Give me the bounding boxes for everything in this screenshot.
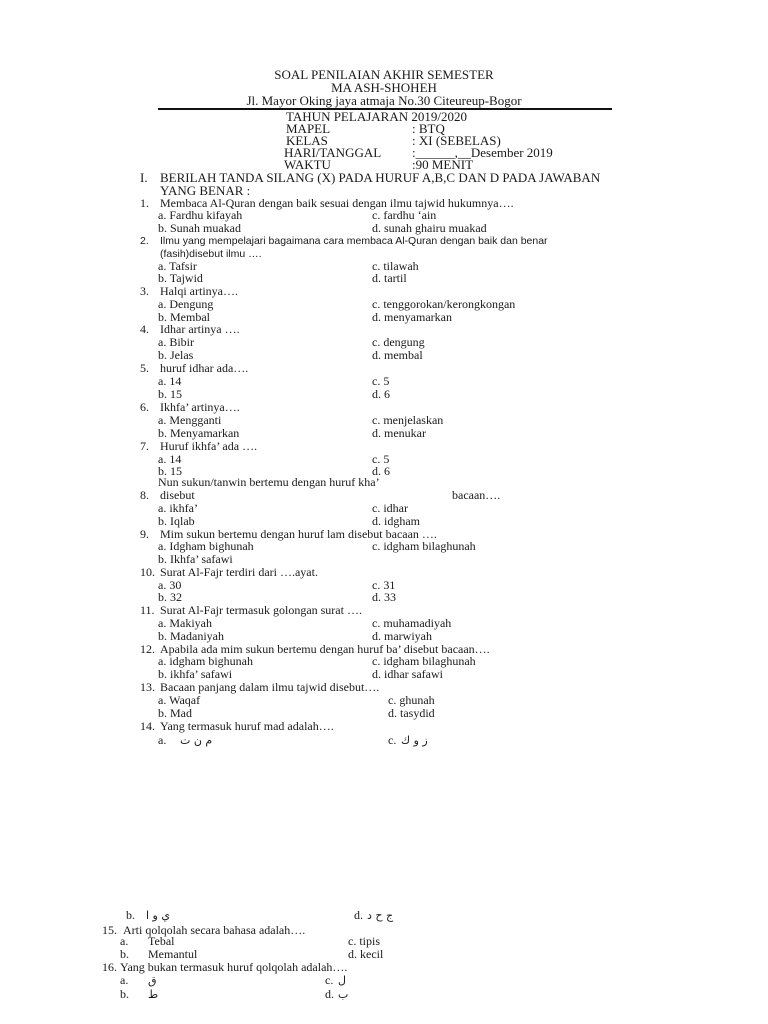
q12-option-c: c. idgham bilaghunah xyxy=(372,654,476,668)
q7-option-c: c. 5 xyxy=(372,452,390,466)
q4-option-b: b. Jelas xyxy=(158,348,194,362)
q3-option-d: d. menyamarkan xyxy=(372,310,452,324)
hari-value: :______,__Desember 2019 xyxy=(412,145,553,160)
q9-option-c: c. idgham bilaghunah xyxy=(372,539,476,553)
hari-label: HARI/TANGGAL xyxy=(284,145,382,160)
q13-option-c: c. ghunah xyxy=(388,693,435,707)
q16-option-a: a. xyxy=(120,973,129,987)
q6-text: Ikhfa’ artinya…. xyxy=(160,400,240,414)
q15-number: 15. xyxy=(102,923,117,937)
q11-option-a: a. Makiyah xyxy=(158,616,212,630)
school-name: MA ASH-SHOHEH xyxy=(331,80,437,95)
q12-text: Apabila ada mim sukun bertemu dengan huruf ba’ disebut bacaan…. xyxy=(160,642,490,656)
q5-option-d: d. 6 xyxy=(372,387,390,401)
q14-text: Yang termasuk huruf mad adalah…. xyxy=(160,719,334,733)
mapel-label: MAPEL xyxy=(286,121,331,136)
waktu-label: WAKTU xyxy=(284,157,331,172)
q11-option-d: d. marwiyah xyxy=(372,629,432,643)
q14-number: 14. xyxy=(140,719,155,733)
q11-option-c: c. muhamadiyah xyxy=(372,616,452,630)
q16-option-d-arabic: ب xyxy=(338,988,349,1001)
q8-text: disebut xyxy=(160,488,195,502)
q2-option-d: d. tartil xyxy=(372,271,407,285)
q5-number: 5. xyxy=(140,361,149,375)
q1-number: 1. xyxy=(140,196,149,210)
q8-option-b: b. Iqlab xyxy=(158,514,195,528)
q15-option-a-text: Tebal xyxy=(148,934,175,948)
q1-option-c: c. fardhu ‘ain xyxy=(372,208,437,222)
q8-option-c: c. idhar xyxy=(372,501,408,515)
q3-option-a: a. Dengung xyxy=(158,297,214,311)
q13-number: 13. xyxy=(140,680,155,694)
q5-option-a: a. 14 xyxy=(158,374,182,388)
q5-option-b: b. 15 xyxy=(158,387,182,401)
q2-text-cont: (fasih)disebut ilmu …. xyxy=(160,248,262,260)
q1-text: Membaca Al-Quran dengan baik sesuai dengan ilmu tajwid hukumnya…. xyxy=(160,196,514,210)
q10-option-a: a. 30 xyxy=(158,578,182,592)
q16-option-a-arabic: ق xyxy=(148,974,157,987)
q15-option-b-text: Memantul xyxy=(148,947,198,961)
q16-option-d: d. xyxy=(325,987,334,1001)
instruction-line-2: YANG BENAR : xyxy=(160,183,251,198)
q4-option-a: a. Bibir xyxy=(158,335,194,349)
q1-option-a: a. Fardhu kifayah xyxy=(158,208,243,222)
q8-number: 8. xyxy=(140,488,149,502)
q15-option-b: b. xyxy=(120,947,129,961)
q2-number: 2. xyxy=(140,235,149,247)
kelas-value: : XI (SEBELAS) xyxy=(412,133,501,148)
q12-option-b: b. ikhfa’ safawi xyxy=(158,667,233,681)
q10-option-b: b. 32 xyxy=(158,590,182,604)
q14-option-c-arabic: ز و ك xyxy=(401,734,428,747)
q3-option-c: c. tenggorokan/kerongkongan xyxy=(372,297,516,311)
q15-option-c: c. tipis xyxy=(348,934,380,948)
q16-number: 16. xyxy=(102,960,117,974)
q2-option-b: b. Tajwid xyxy=(158,271,203,285)
kelas-label: KELAS xyxy=(286,133,328,148)
q10-option-d: d. 33 xyxy=(372,590,396,604)
q14-option-d-arabic: ج ح د xyxy=(367,909,394,922)
q7-text: Huruf ikhfa’ ada …. xyxy=(160,439,258,453)
q14-option-b-arabic: ي و ا xyxy=(146,909,170,922)
q9-option-a: a. Idgham bighunah xyxy=(158,539,254,553)
q14-option-a-arabic: م ن ت xyxy=(180,734,213,747)
q6-option-b: b. Menyamarkan xyxy=(158,426,240,440)
q7-option-b: b. 15 xyxy=(158,464,182,478)
q8-text-pre: Nun sukun/tanwin bertemu dengan huruf kha’ xyxy=(158,475,380,489)
q3-number: 3. xyxy=(140,284,149,298)
q12-number: 12. xyxy=(140,642,155,656)
q2-option-c: c. tilawah xyxy=(372,259,419,273)
q8-option-a: a. ikhfa’ xyxy=(158,501,198,515)
mapel-value: : BTQ xyxy=(412,121,445,136)
q1-option-d: d. sunah ghairu muakad xyxy=(372,221,487,235)
q6-option-a: a. Mengganti xyxy=(158,413,222,427)
q10-number: 10. xyxy=(140,565,155,579)
q10-option-c: c. 31 xyxy=(372,578,396,592)
q14-option-c: c. xyxy=(388,733,397,747)
q16-option-c: c. xyxy=(325,973,334,987)
q13-option-b: b. Mad xyxy=(158,706,192,720)
q13-option-d: d. tasydid xyxy=(388,706,435,720)
q11-option-b: b. Madaniyah xyxy=(158,629,224,643)
q15-option-d: d. kecil xyxy=(348,947,384,961)
q4-option-c: c. dengung xyxy=(372,335,425,349)
q7-option-d: d. 6 xyxy=(372,464,390,478)
q12-option-d: d. idhar safawi xyxy=(372,667,443,681)
q6-number: 6. xyxy=(140,400,149,414)
q9-option-b: b. Ikhfa’ safawi xyxy=(158,552,233,566)
instruction-line-1: BERILAH TANDA SILANG (X) PADA HURUF A,B,C DAN D PADA JAWABAN xyxy=(160,170,601,185)
q14-option-b: b. xyxy=(126,908,135,922)
q16-option-b: b. xyxy=(120,987,129,1001)
q2-text: Ilmu yang mempelajari bagaimana cara membaca Al-Quran dengan baik dan benar xyxy=(160,235,548,247)
academic-year: TAHUN PELAJARAN 2019/2020 xyxy=(286,109,467,124)
q7-option-a: a. 14 xyxy=(158,452,182,466)
q8-text-tail: bacaan…. xyxy=(452,488,501,502)
q4-number: 4. xyxy=(140,322,149,336)
q1-option-b: b. Sunah muakad xyxy=(158,221,241,235)
q16-text: Yang bukan termasuk huruf qolqolah adalah…. xyxy=(120,960,348,974)
q12-option-a: a. idgham bighunah xyxy=(158,654,253,668)
q6-option-d: d. menukar xyxy=(372,426,426,440)
q14-option-a: a. xyxy=(158,733,167,747)
q15-text: Arti qolqolah secara bahasa adalah…. xyxy=(123,923,306,937)
exam-title: SOAL PENILAIAN AKHIR SEMESTER xyxy=(274,67,494,82)
q3-option-b: b. Membal xyxy=(158,310,210,324)
q16-option-c-arabic: ل xyxy=(338,974,346,987)
q8-option-d: d. idgham xyxy=(372,514,420,528)
section-number: I. xyxy=(140,170,148,185)
q10-text: Surat Al-Fajr terdiri dari ….ayat. xyxy=(160,565,318,579)
q13-text: Bacaan panjang dalam ilmu tajwid disebut…. xyxy=(160,680,380,694)
school-address: Jl. Mayor Oking jaya atmaja No.30 Citeureup-Bogor xyxy=(246,93,522,108)
waktu-value: :90 MENIT xyxy=(412,157,474,172)
q9-text: Mim sukun bertemu dengan huruf lam disebut bacaan …. xyxy=(160,527,437,541)
q5-option-c: c. 5 xyxy=(372,374,390,388)
q6-option-c: c. menjelaskan xyxy=(372,413,444,427)
q15-option-a: a. xyxy=(120,934,129,948)
q7-number: 7. xyxy=(140,439,149,453)
q9-number: 9. xyxy=(140,527,149,541)
q14-option-d: d. xyxy=(354,908,363,922)
q5-text: huruf idhar ada…. xyxy=(160,361,249,375)
q4-text: Idhar artinya …. xyxy=(160,322,240,336)
q4-option-d: d. membal xyxy=(372,348,423,362)
q2-option-a: a. Tafsir xyxy=(158,259,197,273)
q11-text: Surat Al-Fajr termasuk golongan surat …. xyxy=(160,603,362,617)
q13-option-a: a. Waqaf xyxy=(158,693,201,707)
q11-number: 11. xyxy=(140,603,155,617)
q3-text: Halqi artinya…. xyxy=(160,284,238,298)
q16-option-b-arabic: ط xyxy=(148,988,159,1001)
